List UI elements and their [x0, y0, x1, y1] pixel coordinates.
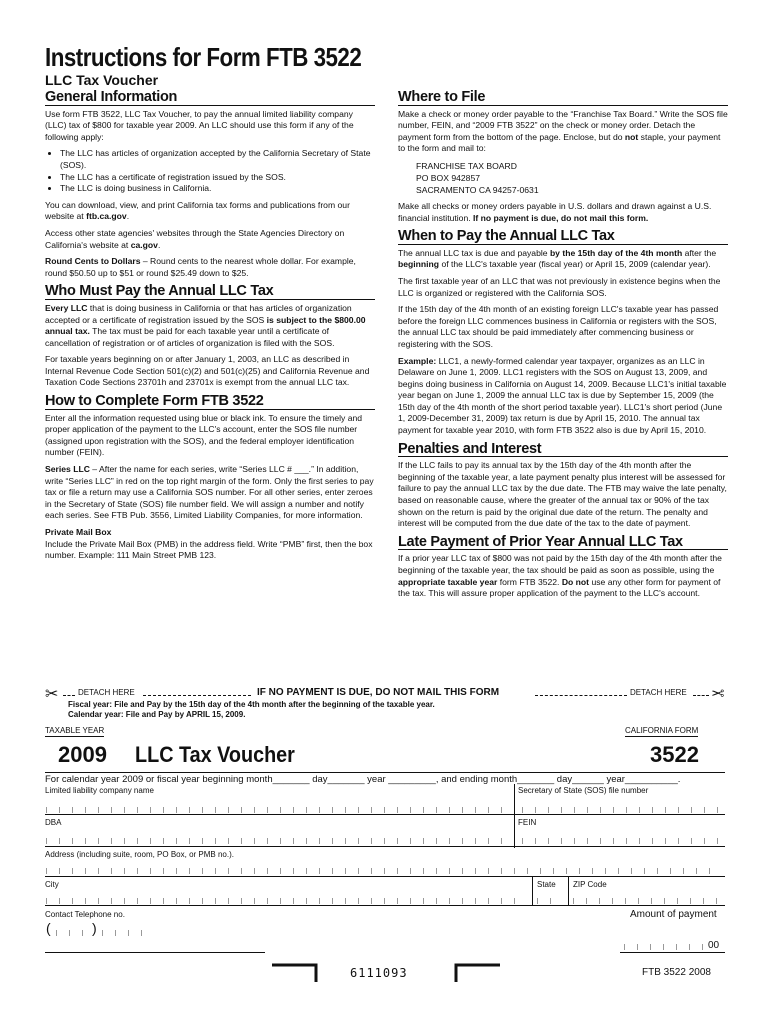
section-when-to-pay [398, 228, 728, 437]
address-line: FRANCHISE TAX BOARD [416, 160, 517, 171]
list-item: • The LLC is doing business in California. [60, 183, 375, 195]
detach-here-left: DETACH HERE [78, 688, 135, 697]
dash-segment [63, 695, 75, 696]
mailing-address [398, 160, 728, 196]
address-field[interactable] [46, 868, 722, 874]
sos-number-field[interactable] [522, 807, 722, 813]
phone-number-field[interactable] [102, 930, 152, 936]
scissors-icon: ✂ [711, 686, 725, 703]
left-column [45, 89, 375, 569]
pmb-text: Include the Private Mail Box (PMB) in the address field. Write “PMB” first, then the box number. Example: 111 Main Street PMB 123. [45, 538, 373, 561]
voucher-year: 2009 [58, 742, 107, 767]
right-column [398, 89, 728, 607]
sos-number-label: Secretary of State (SOS) file number [518, 786, 649, 795]
vertical-divider [568, 877, 569, 905]
row-divider [45, 814, 725, 815]
general-p1: Use form FTB 3522, LLC Tax Voucher, to pay the annual limited liability company (LLC) tax of $800 for taxable year 2009. An LLC should use this form if any of the following apply: [45, 108, 354, 142]
voucher-title: LLC Tax Voucher [135, 742, 295, 767]
heading-when-to-pay: When to Pay the Annual LLC Tax [398, 231, 728, 245]
heading-where-to-file: Where to File [398, 92, 728, 106]
general-bullet-list [45, 148, 375, 194]
row-divider [620, 952, 725, 953]
vertical-divider [532, 877, 533, 905]
row-divider [45, 846, 725, 847]
corner-mark-icon [270, 962, 320, 982]
pmb-subheading: Private Mail Box [45, 527, 112, 537]
heading-general-information: General Information [45, 92, 375, 106]
city-field[interactable] [46, 898, 526, 904]
penalties-p1: If the LLC fails to pay its annual tax by the 15th day of the 4th month after the beginning of the taxable year, a late payment penalty plus interest will be assessed for failure to pay the annual LLC tax by the due date. The FTB may waive the late penalty, based on reasonable cause, where the greater of the annual tax or 90% of the tax shown on the return is paid by the original due date of the return. The penalty and interest will be computed from the due date of the tax to the date of payment. [398, 460, 727, 529]
section-penalties [398, 440, 728, 530]
due-date-note: Fiscal year: File and Pay by the 15th day of the 4th month after the beginning of the taxable year. Calendar year: File and Pay by APRIL 15, 2009. [68, 700, 435, 719]
fein-label: FEIN [518, 818, 537, 827]
phone-area-code-field[interactable] [56, 930, 90, 936]
footer-form-id: FTB 3522 2008 [642, 967, 711, 978]
page-title: Instructions for Form FTB 3522 [45, 42, 362, 72]
section-where-to-file [398, 89, 728, 224]
phone-paren-open: ( [46, 920, 51, 936]
california-form-label: CALIFORNIA FORM [625, 726, 699, 735]
vertical-divider [514, 784, 515, 848]
page-subtitle: LLC Tax Voucher [45, 72, 159, 88]
section-general-information [45, 89, 375, 279]
when-p1: The annual LLC tax is due and payable by the 15th day of the 4th month after the beginning of the LLC's taxable year (fiscal year) or April 15, 2009 (calendar year). [398, 247, 717, 270]
amount-of-payment-label: Amount of payment [630, 909, 717, 920]
where-p2: Make all checks or money orders payable in U.S. dollars and drawn against a U.S. financial institution. If no payment is due, do not mail this form. [398, 200, 712, 223]
website-link[interactable]: ftb.ca.gov [86, 211, 127, 222]
dash-segment [693, 695, 709, 696]
fein-field[interactable] [522, 838, 722, 844]
general-p3: Access other state agencies' websites through the State Agencies Directory on California's website at ca.gov. [45, 227, 345, 250]
how-p1: Enter all the information requested using blue or black ink. To ensure the timely and proper application of the payment to the LLC's account, enter the SOS file number (assigned upon registration with the SOS), and the federal employer identification number (FEIN). [45, 412, 363, 458]
phone-label: Contact Telephone no. [45, 910, 125, 919]
no-payment-notice: IF NO PAYMENT IS DUE, DO NOT MAIL THIS FORM [257, 687, 500, 698]
address-line: PO BOX 942857 [416, 172, 481, 183]
section-how-to-complete [45, 393, 375, 562]
form-number: 3522 [650, 742, 699, 767]
zip-field[interactable] [573, 898, 723, 904]
amount-of-payment-field[interactable] [624, 944, 704, 950]
corner-mark-icon [452, 962, 502, 982]
when-p4: Example: LLC1, a newly-formed calendar year taxpayer, organizes as an LLC in Delaware on June 1, 2009. LLC1 registers with the SOS on August 13, 2009, and begins doing business in California on August 14, 2009. Because LLC1's initial taxable year began on June 1, 2009 the annual LLC tax is due by September 15, 2009 (the 15th day of the 4th month of the short period taxable year). LLC1's short period (June 1, 2009-December 31, 2009) tax return is due by April 15, 2010. The annual tax payment for taxable year 2010, with form FTB 3522 also is due by April 15, 2010. [398, 355, 727, 436]
who-p2: For taxable years beginning on or after January 1, 2003, an LLC as described in Internal Revenue Code Section 501(c)(2) and 501(c)(25) and California Revenue and Taxation Code Sections 23701h and 23701x is exempt from the annual LLC tax. [45, 354, 370, 388]
section-late-payment [398, 533, 728, 600]
list-item: • The LLC has articles of organization accepted by the California Secretary of State (SOS). [60, 148, 375, 171]
late-p1: If a prior year LLC tax of $800 was not paid by the 15th day of the 4th month after the beginning of the taxable year, the tax should be paid as soon as possible, using the appropriate taxable year form FTB 3522. Do not use any other form for payment of the tax. This will assure proper application of the payment to the LLC's account. [398, 553, 722, 599]
when-p3: If the 15th day of the 4th month of an existing foreign LLC's taxable year has passed before the foreign LLC commences business in California or registers with the SOS, the annual LLC tax should be paid immediately after commencing business or registering with the SOS. [398, 304, 719, 349]
heading-how-to-complete: How to Complete Form FTB 3522 [45, 396, 375, 410]
list-item: • The LLC has a certificate of registration issued by the SOS. [60, 172, 375, 184]
phone-paren-close: ) [92, 920, 97, 936]
llc-name-label: Limited liability company name [45, 786, 154, 795]
general-p4: Round Cents to Dollars – Round cents to the nearest whole dollar. For example, round $50.50 up to $51 or round $25.49 down to $25. [45, 256, 356, 278]
detach-here-right: DETACH HERE [630, 688, 687, 697]
address-line: SACRAMENTO CA 94257-0631 [416, 184, 539, 195]
dash-segment [143, 695, 251, 696]
scan-code: 6111093 [350, 966, 408, 980]
taxable-year-label: TAXABLE YEAR [45, 726, 105, 735]
address-label: Address (including suite, room, PO Box, or PMB no.). [45, 850, 234, 859]
when-p2: The first taxable year of an LLC that was not previously in existence begins when the LLC is organized or registered with the California SOS. [398, 275, 721, 298]
heading-penalties: Penalties and Interest [398, 444, 728, 458]
dba-label: DBA [45, 818, 62, 827]
dba-field[interactable] [46, 838, 506, 844]
how-p2: Series LLC – After the name for each series, write “Series LLC # ___.” In addition, write “Series LLC” in red on the top right margin of the form. Only the first series to pay tax or file a return may use a California SOS number. For all other series, enter zeroes in the Secretary of State (SOS) file number field. We will assign a number and notify each series. See FTB Pub. 3556, Limited Liability Companies, for more information. [45, 464, 374, 521]
row-divider [45, 905, 725, 906]
row-divider [45, 952, 265, 953]
general-p2: You can download, view, and print California tax forms and publications from our website at ftb.ca.gov. [45, 199, 350, 222]
dash-segment [535, 695, 627, 696]
state-field[interactable] [537, 898, 563, 904]
row-divider [45, 876, 725, 877]
amount-cents: 00 [708, 940, 720, 951]
calendar-year-line[interactable]: For calendar year 2009 or fiscal year beginning month_______ day_______ year _________, and ending month_______ day______ year__________. [45, 772, 725, 785]
zip-label: ZIP Code [573, 880, 607, 889]
city-label: City [45, 880, 59, 889]
heading-late-payment: Late Payment of Prior Year Annual LLC Tax [398, 537, 728, 551]
heading-who-must-pay: Who Must Pay the Annual LLC Tax [45, 286, 375, 300]
ca-website-link[interactable]: ca.gov [130, 239, 158, 250]
scissors-icon: ✂ [45, 686, 59, 703]
section-who-must-pay [45, 283, 375, 389]
who-p1: Every LLC that is doing business in California or that has articles of organization accepted or a certificate of registration issued by the SOS is subject to the $800.00 annual tax. The tax must be paid for each taxable year until a certificate of cancellation of registration or of articles of organization is filed with the SOS. [45, 302, 366, 348]
state-label: State [537, 880, 556, 889]
where-p1: Make a check or money order payable to the “Franchise Tax Board.” Write the SOS file number, FEIN, and “2009 FTB 3522” on the check or money order. Detach the payment form from the bottom of the page. Enclose, but do not staple, your payment to the form and mail to: [398, 108, 728, 154]
llc-name-field[interactable] [46, 807, 506, 813]
